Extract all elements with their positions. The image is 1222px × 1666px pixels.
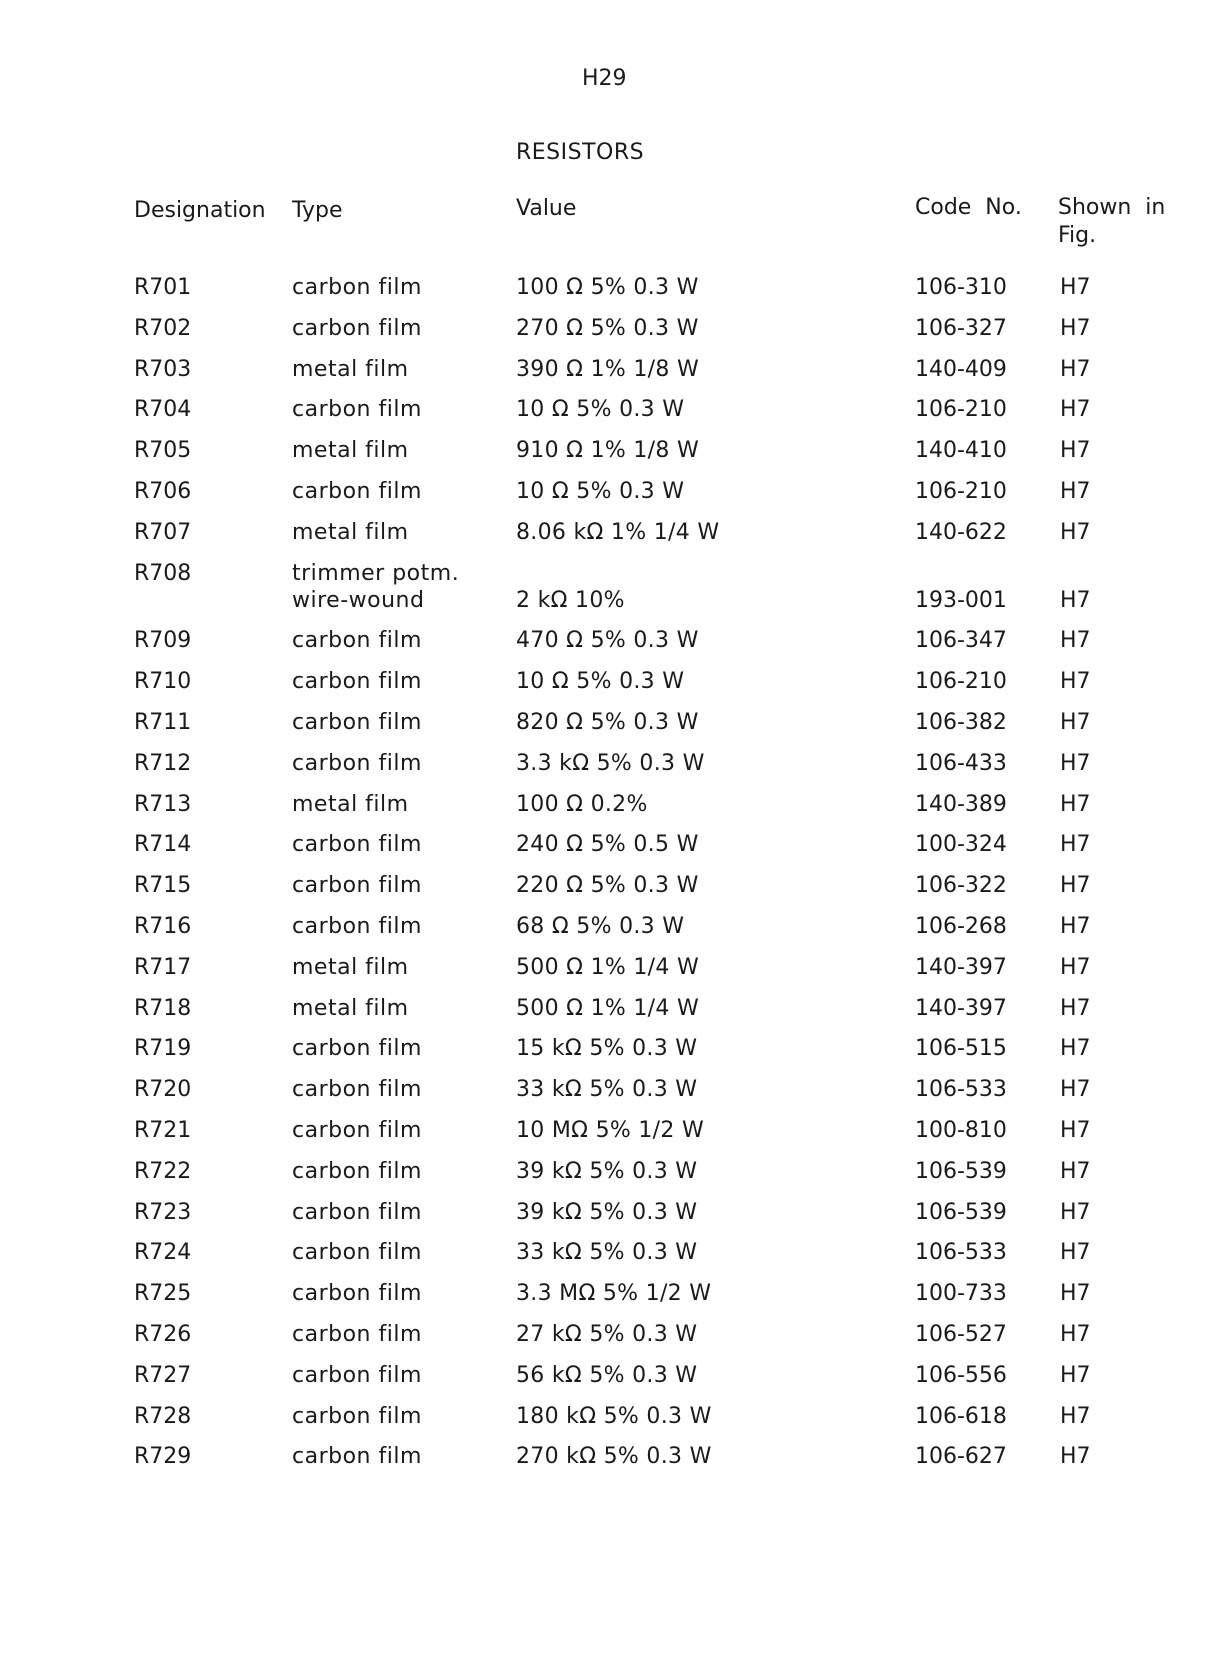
fig-cell: H7 bbox=[1060, 1444, 1091, 1470]
fig-cell: H7 bbox=[1060, 750, 1091, 776]
type-text: carbon film bbox=[292, 1158, 422, 1184]
code-cell: 106-347 bbox=[915, 628, 1007, 654]
fig-cell: H7 bbox=[1060, 1077, 1091, 1103]
code-cell: 106-322 bbox=[915, 873, 1007, 899]
type-text: carbon film bbox=[292, 1362, 422, 1388]
fig-cell: H7 bbox=[1060, 1118, 1091, 1143]
code-cell: 140-410 bbox=[915, 438, 1007, 464]
code-cell: 140-622 bbox=[915, 519, 1007, 545]
fig-cell: H7 bbox=[1060, 519, 1091, 545]
fig-cell: H7 bbox=[1060, 315, 1091, 341]
type-cell bbox=[292, 1076, 422, 1103]
fig-cell: H7 bbox=[1060, 914, 1091, 939]
column-header-shown-in-fig: Shown in Fig. bbox=[1058, 195, 1166, 248]
fig-cell: H7 bbox=[1060, 1158, 1091, 1184]
value-cell: 500 Ω 1% 1/4 W bbox=[516, 995, 700, 1021]
value-cell: 270 kΩ 5% 0.3 W bbox=[516, 1444, 712, 1470]
value-cell: 8.06 kΩ 1% 1/4 W bbox=[516, 519, 720, 545]
type-text: carbon film bbox=[292, 914, 422, 939]
designation-cell: R710 bbox=[134, 669, 192, 695]
column-header-code-no: Code No. bbox=[915, 195, 1022, 220]
fig-cell: H7 bbox=[1060, 1240, 1091, 1266]
designation-cell: R728 bbox=[134, 1403, 192, 1429]
designation-cell: R706 bbox=[134, 479, 192, 504]
designation-cell: R709 bbox=[134, 628, 192, 654]
column-header-type: Type bbox=[292, 198, 343, 223]
type-cell bbox=[292, 1239, 422, 1266]
designation-cell: R712 bbox=[134, 750, 192, 776]
type-text: metal film bbox=[292, 438, 409, 464]
type-text: carbon film bbox=[292, 1118, 422, 1143]
type-text: carbon film bbox=[292, 397, 422, 423]
code-cell: 106-210 bbox=[915, 397, 1007, 423]
type-text: carbon film bbox=[292, 710, 422, 735]
code-cell: 106-210 bbox=[915, 669, 1007, 695]
type-text: carbon film bbox=[292, 275, 422, 300]
column-header-designation: Designation bbox=[134, 198, 266, 223]
type-cell bbox=[292, 913, 422, 940]
designation-cell: R705 bbox=[134, 438, 192, 464]
fig-cell: H7 bbox=[1060, 710, 1091, 735]
type-text: carbon film bbox=[292, 1077, 422, 1103]
type-text: carbon film bbox=[292, 750, 422, 776]
type-text: carbon film bbox=[292, 1444, 422, 1470]
value-cell: 180 kΩ 5% 0.3 W bbox=[516, 1403, 712, 1429]
type-cell bbox=[292, 1158, 422, 1185]
fig-cell: H7 bbox=[1060, 397, 1091, 423]
value-cell: 15 kΩ 5% 0.3 W bbox=[516, 1036, 698, 1062]
value-cell: 68 Ω 5% 0.3 W bbox=[516, 914, 685, 939]
value-cell: 240 Ω 5% 0.5 W bbox=[516, 832, 699, 858]
value-cell: 910 Ω 1% 1/8 W bbox=[516, 438, 700, 464]
code-cell: 106-556 bbox=[915, 1362, 1007, 1388]
type-text: carbon film bbox=[292, 1281, 422, 1307]
designation-cell: R725 bbox=[134, 1281, 192, 1307]
value-cell: 470 Ω 5% 0.3 W bbox=[516, 628, 699, 654]
value-cell: 100 Ω 5% 0.3 W bbox=[516, 275, 699, 300]
type-cell bbox=[292, 1280, 422, 1307]
designation-cell: R723 bbox=[134, 1199, 192, 1225]
type-text: carbon film bbox=[292, 1322, 422, 1347]
type-text: trimmer potm. bbox=[292, 560, 460, 586]
designation-cell: R718 bbox=[134, 995, 192, 1021]
value-cell: 39 kΩ 5% 0.3 W bbox=[516, 1199, 698, 1225]
code-cell: 106-627 bbox=[915, 1444, 1007, 1470]
designation-cell: R715 bbox=[134, 873, 192, 899]
code-cell: 106-210 bbox=[915, 479, 1007, 504]
page-number: H29 bbox=[582, 66, 627, 91]
designation-cell: R720 bbox=[134, 1077, 192, 1103]
value-cell: 500 Ω 1% 1/4 W bbox=[516, 954, 700, 980]
type-cell bbox=[292, 954, 409, 981]
fig-cell: H7 bbox=[1060, 669, 1091, 695]
value-cell: 270 Ω 5% 0.3 W bbox=[516, 315, 699, 341]
fig-cell: H7 bbox=[1060, 873, 1091, 899]
type-cell bbox=[292, 1403, 422, 1430]
code-cell: 100-733 bbox=[915, 1281, 1007, 1307]
type-cell bbox=[292, 1321, 422, 1348]
fig-cell: H7 bbox=[1060, 995, 1091, 1021]
type-text: metal film bbox=[292, 519, 409, 545]
designation-cell: R722 bbox=[134, 1158, 192, 1184]
fig-cell: H7 bbox=[1060, 954, 1091, 980]
type-text-line2: wire-wound bbox=[292, 587, 425, 613]
value-cell: 390 Ω 1% 1/8 W bbox=[516, 356, 700, 382]
fig-cell: H7 bbox=[1060, 479, 1091, 504]
fig-cell: H7 bbox=[1060, 628, 1091, 654]
type-cell bbox=[292, 627, 422, 654]
fig-cell: H7 bbox=[1060, 1036, 1091, 1062]
type-text: carbon film bbox=[292, 832, 422, 858]
fig-cell: H7 bbox=[1060, 1281, 1091, 1307]
type-cell bbox=[292, 1117, 422, 1144]
code-cell: 193-001 bbox=[915, 587, 1007, 613]
type-text: carbon film bbox=[292, 1403, 422, 1429]
type-cell bbox=[292, 995, 409, 1022]
value-cell: 10 Ω 5% 0.3 W bbox=[516, 479, 685, 504]
fig-cell: H7 bbox=[1060, 1403, 1091, 1429]
code-cell: 106-527 bbox=[915, 1322, 1007, 1347]
fig-cell: H7 bbox=[1060, 438, 1091, 464]
type-cell bbox=[292, 1035, 422, 1062]
type-cell bbox=[292, 356, 409, 383]
code-cell: 106-533 bbox=[915, 1077, 1007, 1103]
type-cell bbox=[292, 872, 422, 899]
fig-cell: H7 bbox=[1060, 791, 1091, 817]
value-cell: 2 kΩ 10% bbox=[516, 587, 625, 613]
designation-cell: R729 bbox=[134, 1444, 192, 1470]
value-cell: 10 Ω 5% 0.3 W bbox=[516, 397, 685, 423]
fig-cell: H7 bbox=[1060, 832, 1091, 858]
code-cell: 106-515 bbox=[915, 1036, 1007, 1062]
type-text: carbon film bbox=[292, 669, 422, 695]
value-cell: 220 Ω 5% 0.3 W bbox=[516, 873, 699, 899]
type-text: metal film bbox=[292, 356, 409, 382]
fig-cell: H7 bbox=[1060, 1199, 1091, 1225]
type-cell bbox=[292, 668, 422, 695]
type-cell bbox=[292, 1443, 422, 1470]
type-cell bbox=[292, 437, 409, 464]
fig-cell: H7 bbox=[1060, 1362, 1091, 1388]
type-text: carbon film bbox=[292, 873, 422, 899]
code-cell: 106-327 bbox=[915, 315, 1007, 341]
value-cell: 3.3 kΩ 5% 0.3 W bbox=[516, 750, 705, 776]
type-text: metal film bbox=[292, 995, 409, 1021]
fig-cell: H7 bbox=[1060, 587, 1091, 613]
designation-cell: R721 bbox=[134, 1118, 192, 1143]
value-cell: 33 kΩ 5% 0.3 W bbox=[516, 1240, 698, 1266]
code-cell: 106-533 bbox=[915, 1240, 1007, 1266]
designation-cell: R724 bbox=[134, 1240, 192, 1266]
code-cell: 100-810 bbox=[915, 1118, 1007, 1143]
designation-cell: R713 bbox=[134, 791, 192, 817]
code-cell: 140-397 bbox=[915, 954, 1007, 980]
type-cell bbox=[292, 1362, 422, 1389]
designation-cell: R707 bbox=[134, 519, 192, 545]
designation-cell: R716 bbox=[134, 914, 192, 939]
code-cell: 106-539 bbox=[915, 1158, 1007, 1184]
code-cell: 106-618 bbox=[915, 1403, 1007, 1429]
section-title: RESISTORS bbox=[516, 140, 645, 165]
type-cell bbox=[292, 831, 422, 858]
designation-cell: R714 bbox=[134, 832, 192, 858]
type-text: metal film bbox=[292, 954, 409, 980]
type-text: carbon film bbox=[292, 315, 422, 341]
code-cell: 106-310 bbox=[915, 275, 1007, 300]
code-cell: 106-539 bbox=[915, 1199, 1007, 1225]
designation-cell: R703 bbox=[134, 356, 192, 382]
value-cell: 3.3 MΩ 5% 1/2 W bbox=[516, 1281, 712, 1307]
value-cell: 39 kΩ 5% 0.3 W bbox=[516, 1158, 698, 1184]
value-cell: 820 Ω 5% 0.3 W bbox=[516, 710, 699, 735]
designation-cell: R708 bbox=[134, 560, 192, 586]
type-cell bbox=[292, 1199, 422, 1226]
fig-cell: H7 bbox=[1060, 1322, 1091, 1347]
type-cell bbox=[292, 274, 422, 301]
code-cell: 140-397 bbox=[915, 995, 1007, 1021]
code-cell: 140-389 bbox=[915, 791, 1007, 817]
code-cell: 140-409 bbox=[915, 356, 1007, 382]
fig-cell: H7 bbox=[1060, 356, 1091, 382]
fig-cell: H7 bbox=[1060, 275, 1091, 300]
type-cell bbox=[292, 750, 422, 777]
code-cell: 106-268 bbox=[915, 914, 1007, 939]
value-cell: 10 Ω 5% 0.3 W bbox=[516, 669, 685, 695]
type-cell bbox=[292, 709, 422, 736]
code-cell: 106-433 bbox=[915, 750, 1007, 776]
type-text: carbon film bbox=[292, 1199, 422, 1225]
type-text: carbon film bbox=[292, 479, 422, 504]
type-text: carbon film bbox=[292, 628, 422, 654]
designation-cell: R711 bbox=[134, 710, 192, 735]
value-cell: 33 kΩ 5% 0.3 W bbox=[516, 1077, 698, 1103]
type-cell bbox=[292, 560, 459, 614]
column-header-value: Value bbox=[516, 196, 577, 221]
value-cell: 27 kΩ 5% 0.3 W bbox=[516, 1322, 698, 1347]
value-cell: 56 kΩ 5% 0.3 W bbox=[516, 1362, 698, 1388]
type-text: carbon film bbox=[292, 1036, 422, 1062]
type-cell bbox=[292, 478, 422, 505]
type-text: metal film bbox=[292, 791, 409, 817]
value-cell: 100 Ω 0.2% bbox=[516, 791, 648, 817]
designation-cell: R726 bbox=[134, 1322, 192, 1347]
type-text: carbon film bbox=[292, 1240, 422, 1266]
value-cell: 10 MΩ 5% 1/2 W bbox=[516, 1118, 705, 1143]
type-cell bbox=[292, 519, 409, 546]
designation-cell: R717 bbox=[134, 954, 192, 980]
designation-cell: R719 bbox=[134, 1036, 192, 1062]
designation-cell: R727 bbox=[134, 1362, 192, 1388]
code-cell: 106-382 bbox=[915, 710, 1007, 735]
type-cell bbox=[292, 315, 422, 342]
designation-cell: R704 bbox=[134, 397, 192, 423]
code-cell: 100-324 bbox=[915, 832, 1007, 858]
type-cell bbox=[292, 396, 422, 423]
designation-cell: R702 bbox=[134, 315, 192, 341]
type-cell bbox=[292, 791, 409, 818]
designation-cell: R701 bbox=[134, 275, 192, 300]
